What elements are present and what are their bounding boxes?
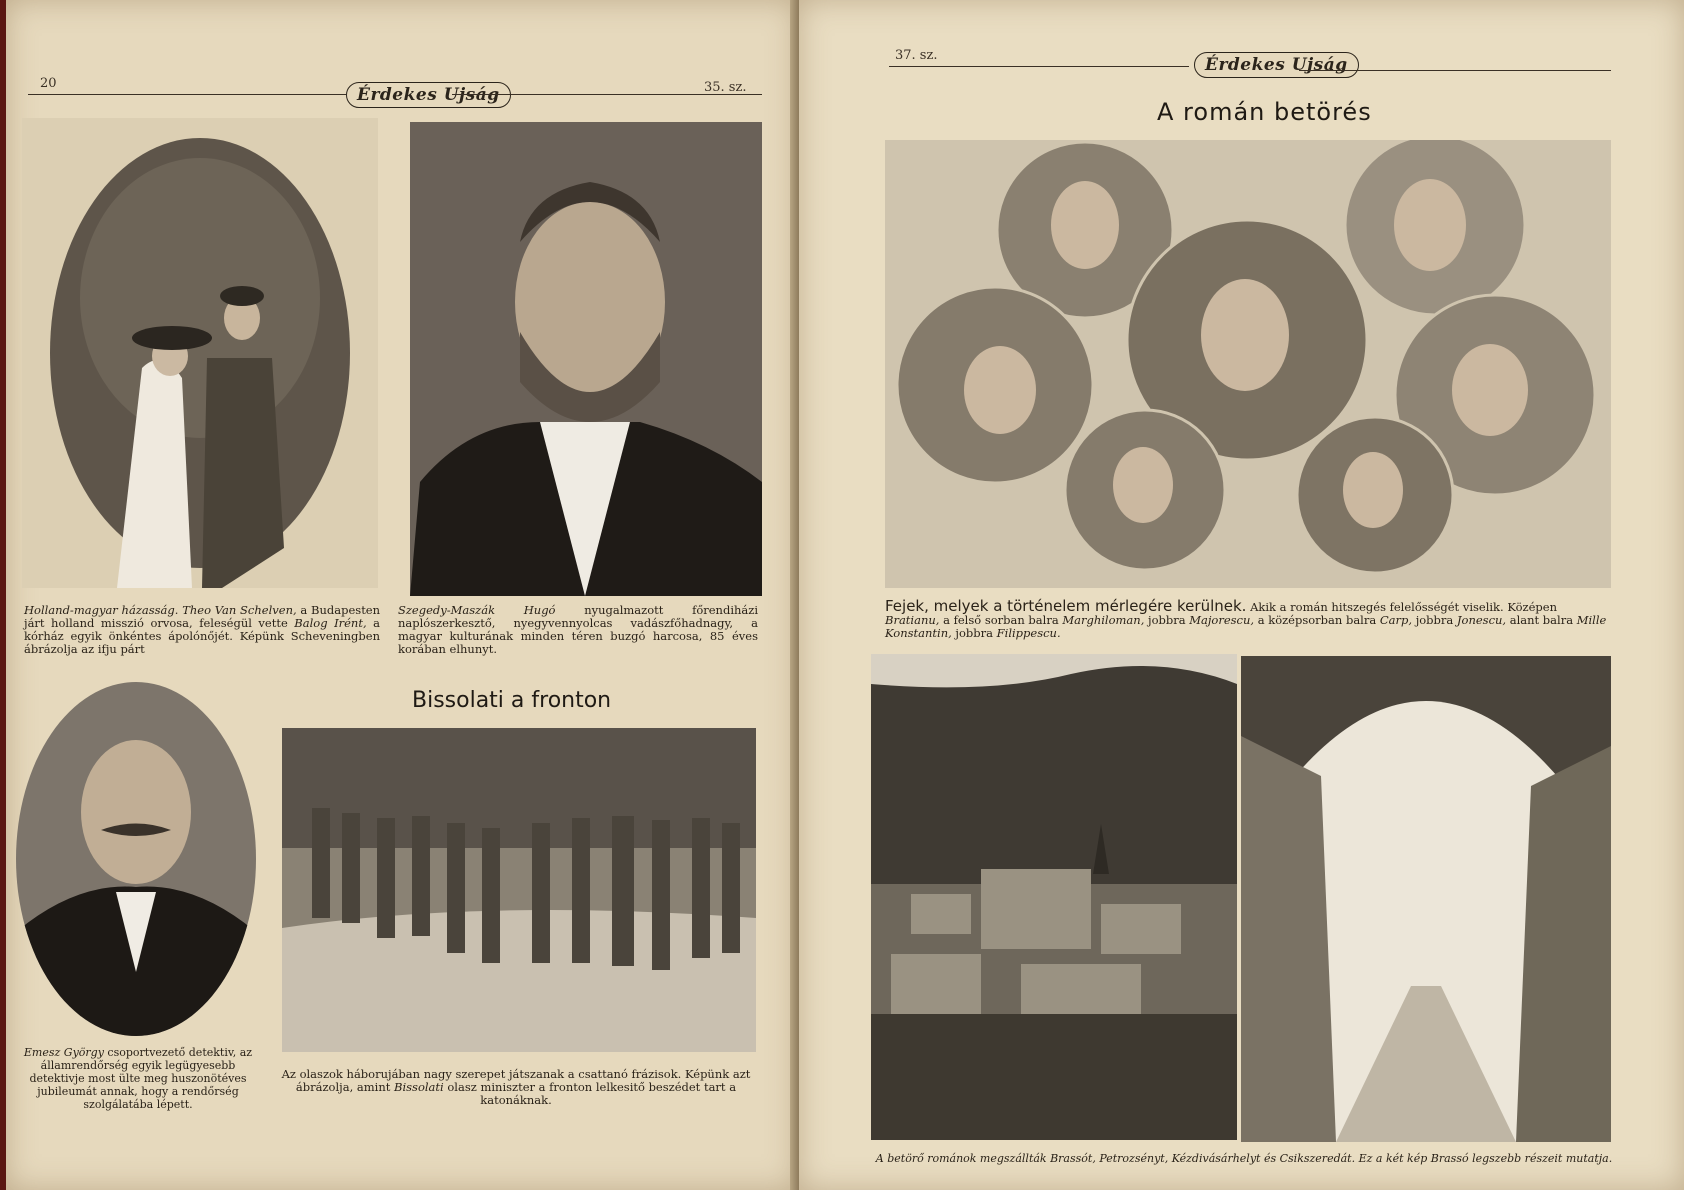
- header-rule-left: [889, 66, 1189, 67]
- caption-lead: Emesz György: [23, 1046, 104, 1059]
- front-caption: [276, 1068, 756, 1107]
- headline: A román betörés: [1157, 98, 1372, 126]
- masthead: Érdekes Ujság: [346, 82, 511, 108]
- caption-text: alant balra: [1509, 613, 1574, 627]
- caption-name: Carp,: [1379, 613, 1413, 627]
- header-rule-right: [1299, 70, 1611, 71]
- left-page: [6, 0, 797, 1190]
- caption-text: nyugalmazott főrendiházi naplószerkesztő, nyegyvennyolcas vadászfőhadnagy, a magyar kulturának minden téren buzgó harcosa, 85 éves korában elhunyt.: [398, 603, 758, 656]
- heads-montage: [885, 140, 1611, 588]
- detective-photo: [16, 682, 256, 1036]
- caption-name: Jonescu,: [1456, 613, 1507, 627]
- caption-name: Bratianu,: [885, 613, 940, 627]
- caption-name: Theo Van Schelven,: [182, 603, 297, 617]
- bottom-caption: A betörő románok megszállták Brassót, Petrozsényt, Kézdivásárhelyt és Csikszeredát. Ez a két kép Brassó legszebb részeit mutatja.: [875, 1152, 1613, 1165]
- caption-name: Marghiloman,: [1062, 613, 1145, 627]
- issue-number: 35. sz.: [704, 80, 747, 95]
- header-rule-left: [28, 94, 346, 95]
- heads-caption: [885, 597, 1611, 640]
- front-photo: [282, 728, 756, 1052]
- page-number: 20: [40, 76, 57, 91]
- portrait-caption: [398, 604, 758, 656]
- caption-text: a kórház egyik önkéntes ápolónőjét. Képünk Scheveningben ábrázolja az ifju párt: [24, 616, 380, 656]
- masthead: Érdekes Ujság: [1194, 52, 1359, 78]
- couple-photo: [22, 118, 378, 588]
- page-number: 37. sz.: [895, 48, 938, 63]
- caption-text: jobbra: [955, 626, 993, 640]
- caption-text: jobbra: [1148, 613, 1186, 627]
- couple-caption: [24, 604, 380, 656]
- caption-name: Filippescu.: [996, 626, 1061, 640]
- portrait-photo: [410, 122, 762, 596]
- caption-text: a középsorban balra: [1257, 613, 1377, 627]
- caption-lead: Holland-magyar házasság.: [24, 603, 179, 617]
- caption-name: Bissolati: [394, 1080, 444, 1094]
- caption-name: Mille Konstantin,: [885, 613, 1607, 640]
- section-title: Bissolati a fronton: [412, 688, 612, 713]
- caption-text: Az olaszok háborujában nagy szerepet játszanak a csattanó frázisok. Képünk azt ábrázolja, amint: [281, 1067, 751, 1094]
- brasso-street-photo: [1241, 656, 1611, 1142]
- caption-name: Balog Irént,: [294, 616, 367, 630]
- detective-caption: [20, 1046, 256, 1111]
- caption-text: a Budapesten járt holland misszió orvosa, feleségül vette: [24, 603, 381, 630]
- caption-lead: Szegedy-Maszák Hugó: [398, 603, 556, 617]
- right-page: [799, 0, 1684, 1190]
- caption-text: jobbra: [1415, 613, 1454, 627]
- caption-text: csoportvezető detektiv, az államrendőrség egyik legügyesebb detektivje most ülte meg huszonötéves jubileumát annak, hogy a rendőrség szolgálatába lépett.: [29, 1046, 253, 1111]
- caption-text: olasz miniszter a fronton lelkesitő beszédet tart a katonáknak.: [447, 1080, 737, 1107]
- caption-text: a felső sorban balra: [943, 613, 1059, 627]
- brasso-panorama-photo: [871, 654, 1237, 1140]
- caption-name: Majorescu,: [1189, 613, 1255, 627]
- caption-text: Akik a román hitszegés felelősségét viselik. Középen: [1250, 600, 1557, 614]
- heads-caption-lead: Fejek, melyek a történelem mérlegére kerülnek.: [885, 597, 1247, 615]
